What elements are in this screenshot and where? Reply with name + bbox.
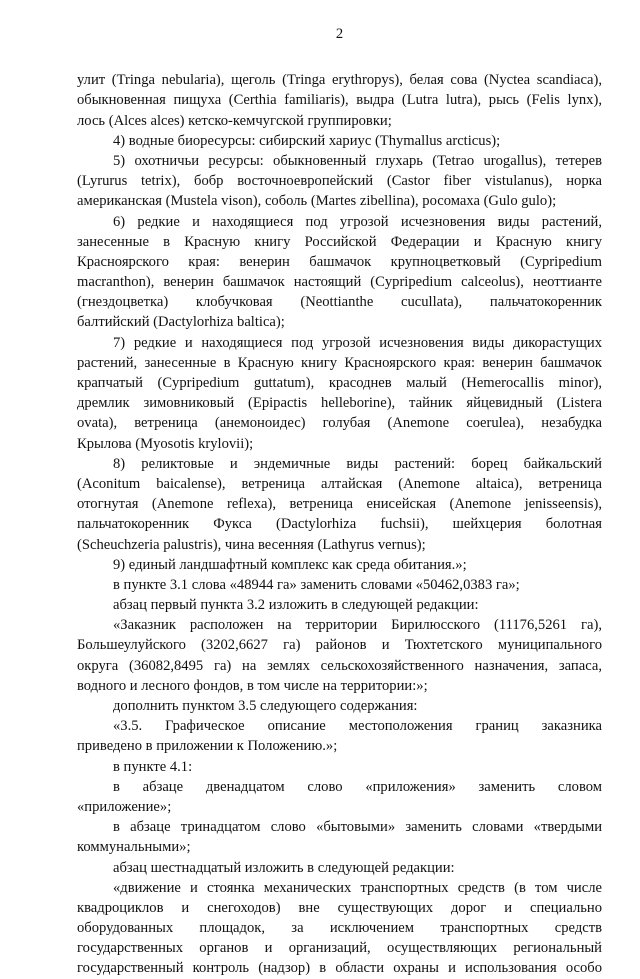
text-line: квадроциклов и снегоходов) вне существующих дорог и специально [77, 899, 602, 916]
text-line: macranthon), венерин башмачок настоящий (Cypripedium calceolus), неоттианте [77, 274, 602, 291]
text-line: американская (Mustela vison), соболь (Martes zibellina), росомаха (Gulo gulo); [77, 193, 557, 210]
text-line: отогнутая (Anemone reflexa), ветреница енисейская (Anemone jenisseensis), [77, 496, 602, 513]
text-line: пальчатокоренник Фукса (Dactylorhiza fuchsii), шейхцерия болотная [77, 516, 602, 533]
text-line: государственный контроль (надзор) в области охраны и использования особо [77, 960, 602, 977]
text-line: в абзаце двенадцатом слово «приложения» заменить словом [113, 778, 602, 795]
text-line: государственных органов и организаций, осуществляющих региональный [77, 940, 602, 957]
text-line: в пункте 3.1 слова «48944 га» заменить словами «50462,0383 га»; [113, 576, 520, 593]
text-line: «приложение»; [77, 798, 172, 815]
text-line: лось (Alces alces) кетско-кемчугской группировки; [77, 112, 392, 129]
text-line: ovata), ветреница (анемоноидес) голубая (Anemone coerulea), незабудка [77, 415, 602, 432]
text-line: занесенные в Красную книгу Российской Федерации и Красную книгу [77, 233, 602, 250]
text-line: приведено в приложении к Положению.»; [77, 738, 338, 755]
text-line: абзац первый пункта 3.2 изложить в следующей редакции: [113, 597, 479, 614]
text-line: (Scheuchzeria palustris), чина весенняя (Lathyrus vernus); [77, 536, 426, 553]
text-line: коммунальными»; [77, 839, 191, 856]
text-line: водного и лесного фондов, в том числе на территории:»; [77, 677, 428, 694]
text-line: балтийский (Dactylorhiza baltica); [77, 314, 285, 331]
page-number: 2 [335, 26, 344, 42]
text-line: 5) охотничьи ресурсы: обыкновенный глухарь (Tetrao urogallus), тетерев [113, 152, 602, 169]
document-body [77, 70, 602, 978]
text-line: Большеулуйского (3202,6627 га) районов и Тюхтетского муниципального [77, 637, 602, 654]
text-line: абзац шестнадцатый изложить в следующей редакции: [113, 859, 455, 876]
text-line: крапчатый (Cypripedium guttatum), красоднев малый (Hemerocallis minor), [77, 375, 602, 392]
text-line: округа (36082,8495 га) на землях сельскохозяйственного назначения, запаса, [77, 657, 602, 674]
text-line: «3.5. Графическое описание местоположения границ заказника [113, 718, 602, 735]
text-line: дремлик зимовниковый (Epipactis helleborine), тайник яйцевидный (Listera [77, 395, 602, 412]
text-line: (Lyrurus tetrix), бобр восточноевропейский (Castor fiber vistulanus), норка [77, 173, 602, 190]
text-line: оборудованных площадок, за исключением транспортных средств [77, 920, 602, 937]
text-line: 7) редкие и находящиеся под угрозой исчезновения виды дикорастущих [113, 334, 602, 351]
text-line: улит (Tringa nebularia), щеголь (Tringa erythropys), белая сова (Nyctea scandiaca), [77, 72, 602, 89]
text-line: в абзаце тринадцатом слово «бытовыми» заменить словами «твердыми [113, 819, 602, 836]
text-line: Красноярского края: венерин башмачок крупноцветковый (Cypripedium [77, 253, 602, 270]
text-line: Крылова (Myosotis krylovii); [77, 435, 254, 452]
text-line: (Aconitum baicalense), ветреница алтайская (Anemone altaica), ветреница [77, 475, 602, 492]
text-line: (гнездоцветка) клобучковая (Neottianthe cucullata), пальчатокоренник [77, 294, 602, 311]
text-line: дополнить пунктом 3.5 следующего содержания: [113, 698, 418, 715]
text-line: 6) редкие и находящиеся под угрозой исчезновения виды растений, [113, 213, 602, 230]
text-line: «движение и стоянка механических транспортных средств (в том числе [113, 879, 602, 896]
text-line: 4) водные биоресурсы: сибирский хариус (Thymallus arcticus); [113, 132, 501, 149]
text-line: 8) реликтовые и эндемичные виды растений: борец байкальский [113, 455, 602, 472]
text-line: 9) единый ландшафтный комплекс как среда обитания.»; [113, 556, 467, 573]
text-line: обыкновенная пищуха (Certhia familiaris), выдра (Lutra lutra), рысь (Felis lynx), [77, 92, 602, 109]
text-line: «Заказник расположен на территории Бирилюсского (11176,5261 га), [113, 617, 602, 634]
text-line: в пункте 4.1: [113, 758, 193, 775]
text-line: растений, занесенные в Красную книгу Красноярского края: венерин башмачок [77, 354, 602, 371]
